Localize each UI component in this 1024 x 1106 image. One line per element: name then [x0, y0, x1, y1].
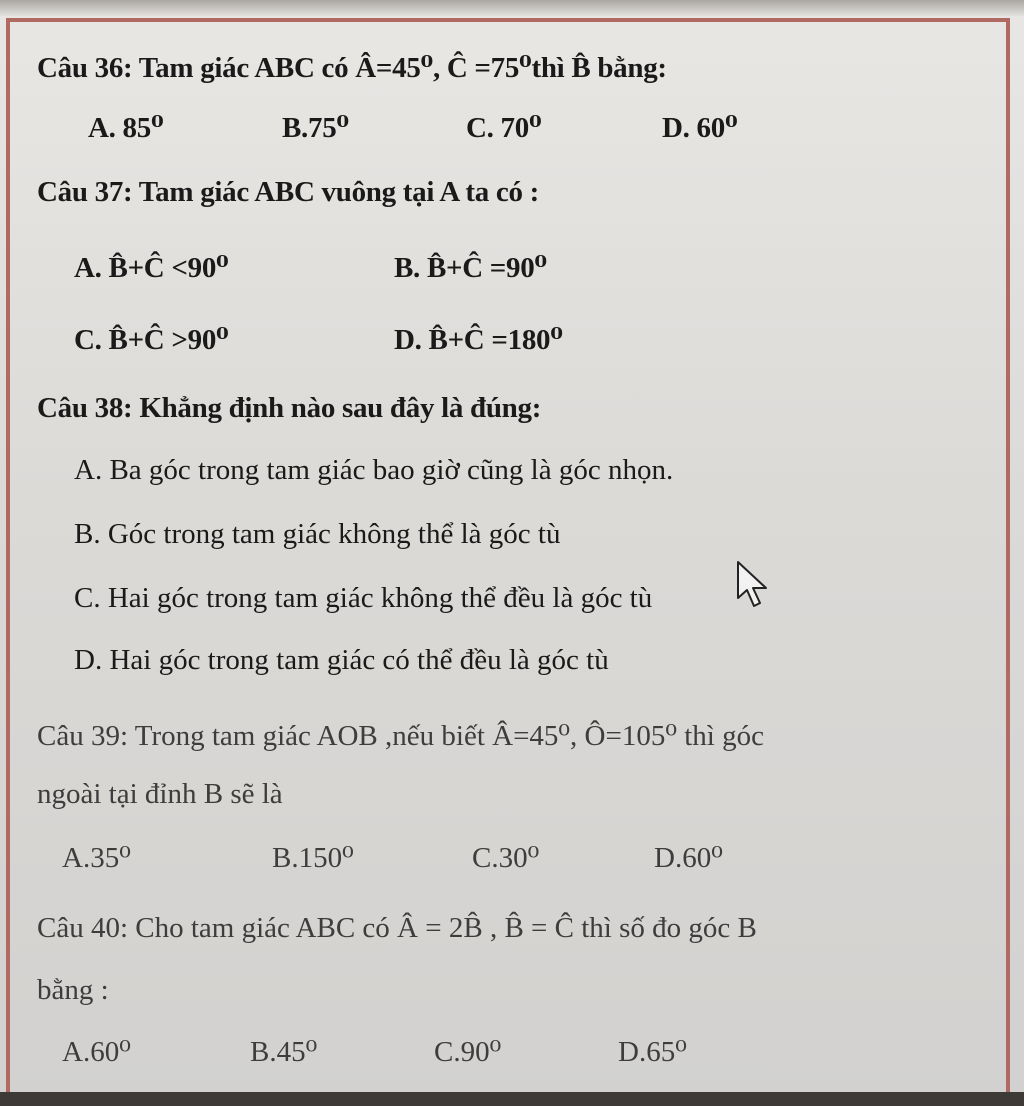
q37-option-d: D. B̂+Ĉ =180⁰ — [394, 324, 563, 356]
q36-option-a: A. 85⁰ — [88, 112, 164, 144]
q37-option-c: C. B̂+Ĉ >90⁰ — [74, 324, 229, 356]
q37-option-b: B. B̂+Ĉ =90⁰ — [394, 252, 547, 284]
q39-option-a: A.35⁰ — [62, 842, 131, 874]
q40-option-b: B.45⁰ — [250, 1036, 318, 1068]
question-39-stem-line1: Câu 39: Trong tam giác AOB ,nếu biết Â=45⁰, Ô=105⁰ thì góc — [37, 720, 764, 752]
q38-option-a: A. Ba góc trong tam giác bao giờ cũng là góc nhọn. — [74, 454, 674, 486]
q36-option-c: C. 70⁰ — [466, 112, 542, 144]
paper-top-shadow — [0, 0, 1024, 16]
q40-option-a: A.60⁰ — [62, 1036, 131, 1068]
question-38-stem: Câu 38: Khẳng định nào sau đây là đúng: — [37, 392, 542, 424]
q40-option-c: C.90⁰ — [434, 1036, 502, 1068]
q36-option-d: D. 60⁰ — [662, 112, 738, 144]
q38-option-b: B. Góc trong tam giác không thể là góc tù — [74, 518, 561, 550]
q40-option-d: D.65⁰ — [618, 1036, 687, 1068]
mouse-pointer-icon — [736, 560, 770, 610]
q38-option-c: C. Hai góc trong tam giác không thể đều là góc tù — [74, 582, 653, 614]
question-40-stem-line1: Câu 40: Cho tam giác ABC có Â = 2B̂ , B̂ = Ĉ thì số đo góc B — [37, 912, 757, 944]
q37-option-a: A. B̂+Ĉ <90⁰ — [74, 252, 229, 284]
question-36-stem: Câu 36: Tam giác ABC có Â=45⁰, Ĉ =75⁰thì B̂ bằng: — [37, 52, 667, 84]
question-37-stem: Câu 37: Tam giác ABC vuông tại A ta có : — [37, 176, 539, 208]
q39-option-c: C.30⁰ — [472, 842, 540, 874]
q39-option-b: B.150⁰ — [272, 842, 354, 874]
photo-bottom-edge — [0, 1092, 1024, 1106]
question-40-stem-line2: bằng : — [37, 974, 109, 1006]
q39-option-d: D.60⁰ — [654, 842, 723, 874]
q36-option-b: B.75⁰ — [282, 112, 349, 144]
question-39-stem-line2: ngoài tại đỉnh B sẽ là — [37, 778, 283, 810]
q38-option-d: D. Hai góc trong tam giác có thể đều là góc tù — [74, 644, 609, 676]
